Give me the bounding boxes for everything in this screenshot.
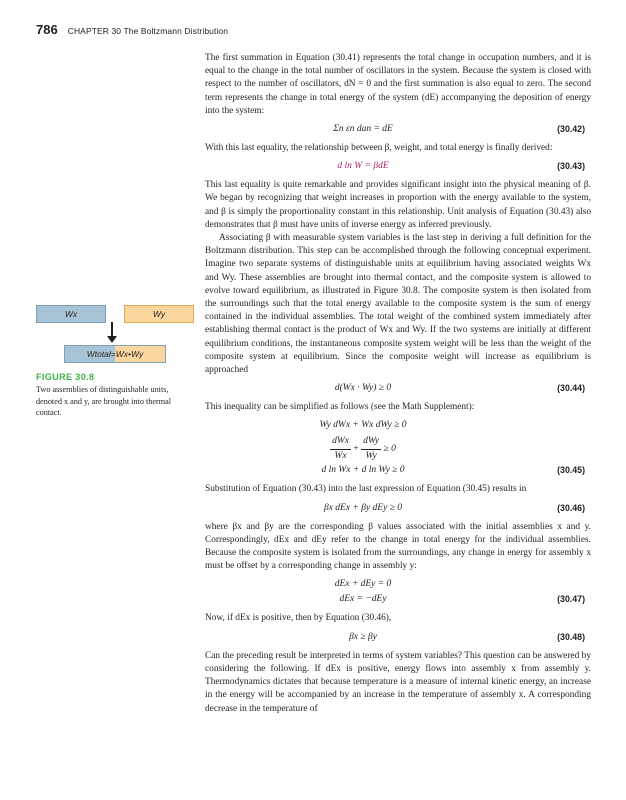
paragraph-4: Associating β with measurable system variables is the last step in deriving a full definition for the Boltzmann distribution. This step can be accomplished through the following conceptual experiment. Imagine two separate systems of distinguishable units at equilibrium having associated weights Wx and Wy. These assemblies are brought into thermal contact, and the composite system is allowed to evolve toward equilibrium, as illustrated in Figure 30.8. The composite system is then isolated from the surroundings such that the total energy available to the composite system is the sum of energy contained in the individual assemblies. The total weight of the combined system immediately after establishing thermal contact is the product of Wx and Wy. If the two systems are initially at different equilibrium conditions, the instantaneous composite system weight will be less than the weight of the composite system at equilibrium. Since the composite weight will increase as equilibrium is approached	[205, 233, 591, 376]
paragraph-2: With this last equality, the relationship between β, weight, and total energy is finally derived:	[205, 143, 553, 154]
equation-text: dEx = −dEy	[339, 594, 387, 605]
chapter-title: CHAPTER 30 The Boltzmann Distribution	[67, 26, 229, 36]
equation-30-45b: $\frac{\text{dWx}}{Wx}$ + $\frac{\text{dWy}}{Wy}$ ≥ 0	[205, 435, 591, 459]
equation-30-44	[205, 382, 591, 396]
fraction: $\frac{\text{dWx}}{Wx}$	[332, 436, 350, 461]
paragraph-8: Now, if dEx is positive, then by Equation (30.46),	[205, 613, 392, 624]
paragraph-1: The first summation in Equation (30.41) represents the total change in occupation numbers, and it is equal to the change in the total number of oscillators in the system. Because the system is closed with respect to the number of oscillators, dN = 0 and the first summation is also equal to zero. The second term represents the change in total energy of the system (dE) accompanying the deposition of energy into the system:	[205, 53, 591, 116]
assembly-x-box: Wx	[36, 305, 106, 323]
equation-text: βx dEx + βy dEy ≥ 0	[323, 502, 403, 513]
equation-number: (30.44)	[557, 383, 585, 394]
paragraph-7: where βx and βy are the corresponding β values associated with the initial assemblies x and y. Correspondingly, dEx and dEy refer to the change in total energy for the individual assemblies. Because the composite system is isolated from the surroundings, any change in energy for assembly x must be offset by a corresponding change in assembly y:	[205, 521, 591, 572]
equation-text: d ln W = βdE	[337, 161, 389, 172]
equation-text: d(Wx · Wy) ≥ 0	[334, 383, 392, 394]
equation-30-46	[205, 502, 591, 516]
assembly-y-box: Wy	[124, 305, 194, 323]
equation-number: (30.45)	[557, 465, 585, 476]
equation-text: βx ≥ βy	[349, 631, 377, 642]
equation-number: (30.46)	[557, 502, 585, 513]
arrow-down-icon	[107, 336, 117, 343]
page-header	[36, 22, 228, 38]
page-number: 786	[36, 22, 58, 37]
equation-number: (30.47)	[557, 594, 585, 605]
equation-number: (30.42)	[557, 124, 585, 135]
paragraph-3: This last equality is quite remarkable and provides significant insight into the physical meaning of β. We began by recognizing that weight increases in proportion with the energy available to the system, and β is simply the proportionality constant in this relationship. Unit analysis of Equation (30.43) also demonstrates that β must have units of inverse energy as inferred previously.	[205, 180, 591, 230]
main-text-column	[205, 52, 591, 716]
equation-30-45a	[205, 419, 591, 433]
figure-caption: Two assemblies of distinguishable units, denoted x and y, are brought into thermal contact.	[36, 385, 171, 417]
paragraph-6: Substitution of Equation (30.43) into the last expression of Equation (30.45) results in	[205, 484, 527, 495]
composite-box: Wtotal=Wx•Wy	[64, 345, 166, 363]
equation-text: dEx + dEy = 0	[334, 579, 392, 590]
equation-30-42	[205, 123, 591, 137]
paragraph-9: Can the preceding result be interpreted in terms of system variables? This question can be answered by considering the following. If dEx is positive, energy flows into assembly x from assembly y. Thermodynamics dictates that because temperature is a measure of internal kinetic energy, an increase in the energy will be accompanied by an increase in the temperature of assembly x. A corresponding decrease in the temperature of	[205, 650, 591, 714]
equation-text: Σn εn dan = dE	[333, 124, 393, 135]
equation-30-43	[205, 160, 591, 174]
figure-label: FIGURE 30.8	[36, 372, 95, 382]
equation-30-48	[205, 631, 591, 645]
equation-30-45c	[205, 464, 591, 478]
fraction: $\frac{\text{dWy}}{Wy}$	[363, 436, 380, 461]
equation-30-47b	[205, 593, 591, 607]
equation-30-47a	[205, 578, 591, 592]
equation-number: (30.43)	[557, 161, 585, 172]
equation-text: Wy dWx + Wx dWy ≥ 0	[319, 420, 407, 431]
paragraph-5: This inequality can be simplified as follows (see the Math Supplement):	[205, 402, 475, 413]
equation-number: (30.48)	[557, 631, 585, 642]
equation-text: d ln Wx + d ln Wy ≥ 0	[321, 465, 405, 476]
